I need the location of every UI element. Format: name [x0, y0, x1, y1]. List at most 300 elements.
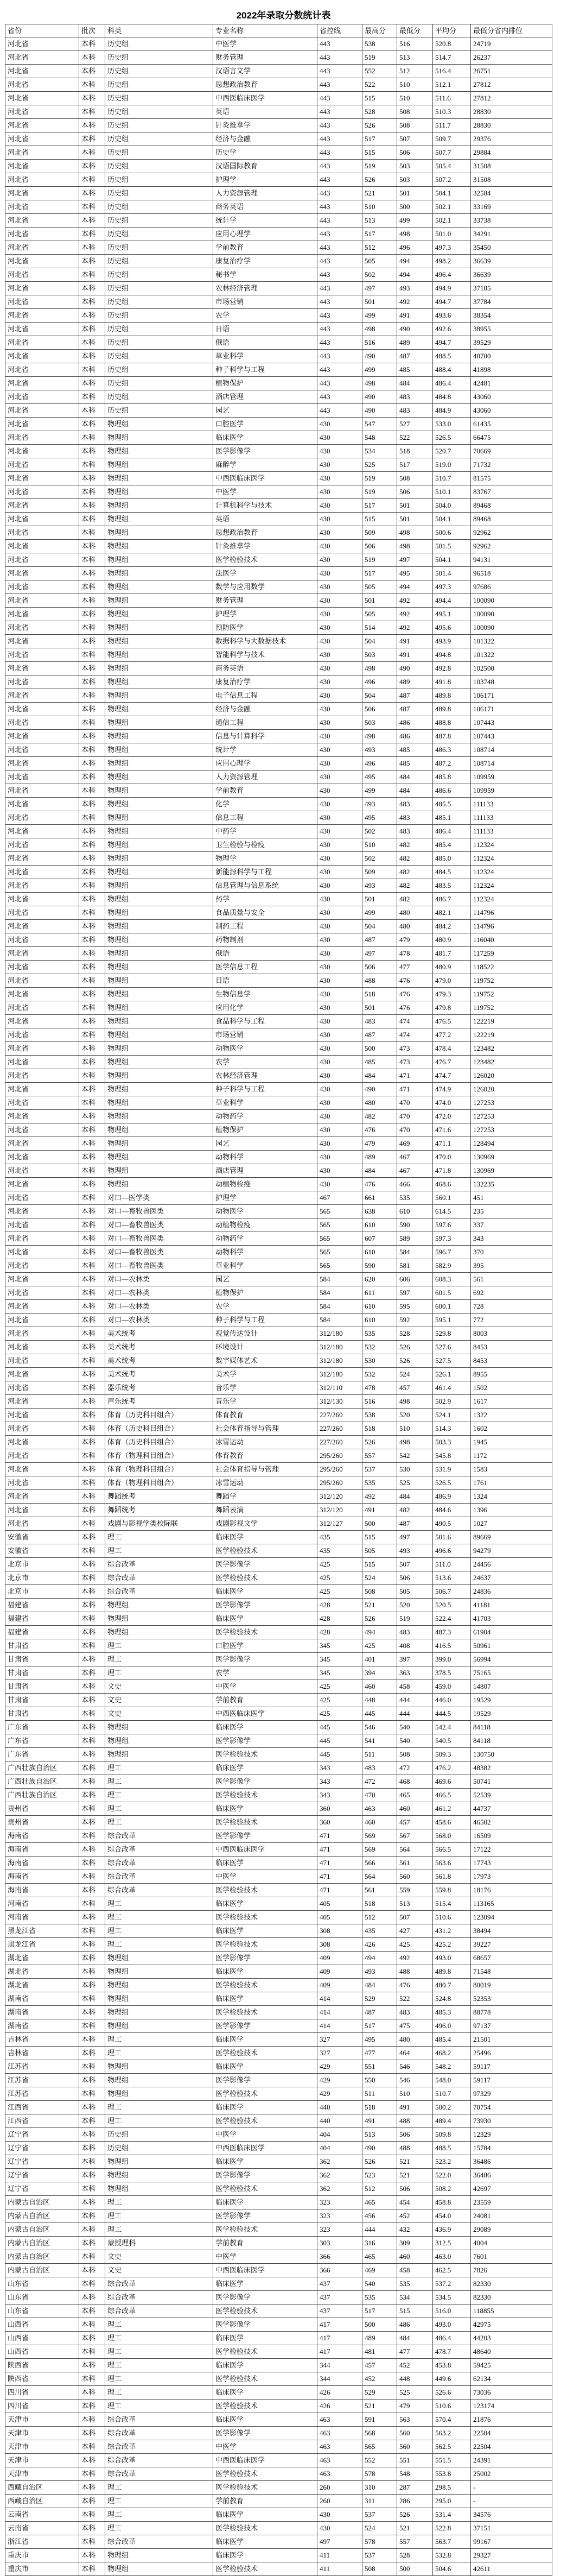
table-row: [5, 703, 552, 716]
cell-category: 物理组: [105, 2074, 213, 2087]
cell-province: 河北省: [5, 825, 79, 838]
cell-min-score: 506: [397, 2182, 433, 2196]
cell-category: 综合改革: [105, 2467, 213, 2481]
cell-min-score: 484: [397, 1490, 433, 1504]
cell-min-score: 551: [397, 2454, 433, 2467]
cell-avg-score: 489.8: [433, 1965, 471, 1979]
cell-min-score: 581: [397, 1259, 433, 1273]
cell-avg-score: 470.0: [433, 1151, 471, 1164]
cell-max-score: 501: [362, 1001, 397, 1015]
cell-control-line: 303: [317, 2237, 362, 2250]
cell-max-score: 548: [362, 431, 397, 445]
cell-batch: 本科: [79, 1205, 105, 1218]
cell-category: 体育（物理科目组合）: [105, 1476, 213, 1490]
cell-min-score: 363: [397, 1666, 433, 1680]
cell-major: 体育教育: [213, 1409, 317, 1422]
cell-category: 物理组: [105, 2155, 213, 2169]
cell-max-score: 505: [362, 608, 397, 621]
cell-batch: 本科: [79, 961, 105, 974]
cell-major: 农学: [213, 1300, 317, 1314]
cell-batch: 本科: [79, 513, 105, 526]
cell-avg-score: 597.3: [433, 1232, 471, 1246]
cell-min-score: 488: [397, 2142, 433, 2155]
cell-avg-score: 481.7: [433, 947, 471, 961]
cell-min-score-rank: 772: [471, 1314, 552, 1327]
table-row: [5, 1585, 552, 1599]
cell-control-line: 467: [317, 1191, 362, 1205]
cell-major: 人力资源管理: [213, 771, 317, 784]
cell-max-score: 578: [362, 2467, 397, 2481]
cell-avg-score: 504.1: [433, 513, 471, 526]
cell-control-line: 471: [317, 1870, 362, 1884]
table-row: [5, 2304, 552, 2318]
cell-max-score: 526: [362, 2155, 397, 2169]
cell-batch: 本科: [79, 1571, 105, 1585]
cell-avg-score: 522.8: [433, 2522, 471, 2535]
cell-min-score: 564: [397, 1843, 433, 1857]
cell-control-line: 414: [317, 2006, 362, 2019]
cell-province: 河北省: [5, 228, 79, 241]
cell-province: 河北省: [5, 1463, 79, 1476]
cell-control-line: 430: [317, 635, 362, 648]
cell-province: 河北省: [5, 78, 79, 92]
cell-max-score: 511: [362, 1748, 397, 1761]
cell-max-score: 537: [362, 2508, 397, 2522]
cell-batch: 本科: [79, 2155, 105, 2169]
cell-province: 河北省: [5, 1028, 79, 1042]
cell-category: 物理组: [105, 1110, 213, 1123]
cell-min-score: 480: [397, 2033, 433, 2047]
cell-min-score: 527: [397, 418, 433, 431]
cell-batch: 本科: [79, 2087, 105, 2101]
cell-avg-score: 485.8: [433, 771, 471, 784]
cell-min-score-rank: 43060: [471, 390, 552, 404]
cell-province: 甘肃省: [5, 1666, 79, 1680]
cell-avg-score: 446.0: [433, 1694, 471, 1707]
cell-avg-score: 522.0: [433, 2169, 471, 2182]
cell-batch: 本科: [79, 1816, 105, 1829]
cell-batch: 本科: [79, 2454, 105, 2467]
cell-batch: 本科: [79, 1015, 105, 1028]
cell-category: 综合改革: [105, 2427, 213, 2440]
cell-min-score: 503: [397, 173, 433, 187]
cell-max-score: 498: [362, 323, 397, 336]
cell-province: 河北省: [5, 608, 79, 621]
cell-province: 河北省: [5, 1191, 79, 1205]
cell-control-line: 426: [317, 2386, 362, 2400]
table-row: [5, 1069, 552, 1083]
cell-avg-score: 511.0: [433, 1558, 471, 1571]
table-row: [5, 2508, 552, 2522]
cell-category: 历史组: [105, 377, 213, 390]
cell-min-score: 471: [397, 1069, 433, 1083]
cell-min-score-rank: 119752: [471, 974, 552, 988]
cell-control-line: 430: [317, 1042, 362, 1056]
cell-min-score: 287: [397, 2481, 433, 2495]
table-row: [5, 1056, 552, 1069]
table-row: [5, 1422, 552, 1436]
table-row: [5, 1924, 552, 1938]
cell-category: 历史组: [105, 363, 213, 377]
cell-category: 物理组: [105, 1028, 213, 1042]
cell-batch: 本科: [79, 1368, 105, 1381]
cell-max-score: 490: [362, 2142, 397, 2155]
cell-max-score: 517: [362, 2019, 397, 2033]
cell-major: 临床医学: [213, 2033, 317, 2047]
cell-control-line: 584: [317, 1286, 362, 1300]
cell-min-score-rank: 128494: [471, 1137, 552, 1151]
cell-batch: 本科: [79, 1857, 105, 1870]
cell-category: 理工: [105, 1924, 213, 1938]
cell-control-line: 443: [317, 390, 362, 404]
cell-province: 河北省: [5, 716, 79, 730]
cell-province: 河北省: [5, 1137, 79, 1151]
cell-batch: 本科: [79, 2264, 105, 2277]
cell-avg-score: 500.2: [433, 2101, 471, 2114]
cell-avg-score: 510.6: [433, 2400, 471, 2413]
cell-major: 卫生检验与检疫: [213, 838, 317, 852]
cell-major: 舞蹈表演: [213, 1504, 317, 1517]
table-row: [5, 513, 552, 526]
cell-batch: 本科: [79, 1748, 105, 1761]
table-row: [5, 920, 552, 933]
cell-major: 医学影像学: [213, 1734, 317, 1748]
cell-control-line: 565: [317, 1218, 362, 1232]
cell-max-score: 519: [362, 553, 397, 567]
cell-control-line: 443: [317, 146, 362, 160]
cell-control-line: 426: [317, 2400, 362, 2413]
cell-avg-score: 312.5: [433, 2237, 471, 2250]
cell-min-score-rank: 117259: [471, 947, 552, 961]
table-row: [5, 553, 552, 567]
cell-batch: 本科: [79, 2495, 105, 2508]
cell-major: 医学检验技术: [213, 1884, 317, 1897]
cell-control-line: 430: [317, 1123, 362, 1137]
cell-category: 理工: [105, 2047, 213, 2060]
cell-batch: 本科: [79, 621, 105, 635]
cell-batch: 本科: [79, 51, 105, 65]
cell-max-score: 494: [362, 1626, 397, 1639]
cell-control-line: 429: [317, 2087, 362, 2101]
cell-max-score: 497: [362, 947, 397, 961]
cell-major: 医学检验技术: [213, 1748, 317, 1761]
cell-category: 历史组: [105, 350, 213, 363]
cell-batch: 本科: [79, 350, 105, 363]
cell-min-score-rank: 84118: [471, 1734, 552, 1748]
table-row: [5, 662, 552, 675]
table-row: [5, 1599, 552, 1612]
cell-min-score: 485: [397, 363, 433, 377]
cell-control-line: 425: [317, 1707, 362, 1721]
cell-major: 市场营销: [213, 295, 317, 309]
table-row: [5, 78, 552, 92]
cell-province: 河北省: [5, 961, 79, 974]
cell-province: 辽宁省: [5, 2182, 79, 2196]
cell-major: 植物保护: [213, 377, 317, 390]
table-row: [5, 1653, 552, 1666]
cell-max-score: 484: [362, 1164, 397, 1178]
cell-min-score-rank: 38354: [471, 309, 552, 323]
cell-major: 法医学: [213, 567, 317, 580]
cell-control-line: 445: [317, 1748, 362, 1761]
cell-max-score: 569: [362, 1843, 397, 1857]
cell-major: 临床医学: [213, 1924, 317, 1938]
table-row: [5, 1748, 552, 1761]
cell-control-line: 430: [317, 1069, 362, 1083]
table-row: [5, 282, 552, 295]
cell-major: 农学: [213, 1056, 317, 1069]
cell-batch: 本科: [79, 1463, 105, 1476]
cell-min-score-rank: 337: [471, 1218, 552, 1232]
cell-major: 医学影像学: [213, 2019, 317, 2033]
cell-min-score: 540: [397, 1734, 433, 1748]
cell-batch: 本科: [79, 1490, 105, 1504]
cell-max-score: 465: [362, 2250, 397, 2264]
cell-category: 物理组: [105, 1151, 213, 1164]
cell-control-line: 425: [317, 1558, 362, 1571]
cell-control-line: 437: [317, 2291, 362, 2304]
cell-avg-score: 493.6: [433, 309, 471, 323]
cell-min-score: 482: [397, 1504, 433, 1517]
cell-min-score-rank: 32584: [471, 187, 552, 200]
cell-control-line: 414: [317, 2019, 362, 2033]
table-row: [5, 1395, 552, 1409]
cell-batch: 本科: [79, 1286, 105, 1300]
cell-max-score: 493: [362, 1965, 397, 1979]
cell-batch: 本科: [79, 838, 105, 852]
cell-min-score: 519: [397, 1612, 433, 1626]
cell-category: 物理组: [105, 553, 213, 567]
cell-min-score: 470: [397, 1096, 433, 1110]
cell-max-score: 516: [362, 336, 397, 350]
cell-max-score: 497: [362, 282, 397, 295]
cell-batch: 本科: [79, 798, 105, 811]
cell-avg-score: 568.0: [433, 1829, 471, 1843]
table-row: [5, 838, 552, 852]
cell-min-score-rank: 728: [471, 1300, 552, 1314]
cell-min-score-rank: 38494: [471, 1924, 552, 1938]
cell-control-line: 430: [317, 1096, 362, 1110]
cell-major: 医学检验技术: [213, 1938, 317, 1952]
cell-min-score: 589: [397, 1232, 433, 1246]
cell-category: 物理组: [105, 743, 213, 757]
cell-min-score-rank: 99167: [471, 2535, 552, 2549]
cell-major: 学前教育: [213, 2495, 317, 2508]
cell-min-score: 515: [397, 2304, 433, 2318]
table-row: [5, 580, 552, 594]
cell-category: 物理组: [105, 526, 213, 540]
cell-batch: 本科: [79, 1096, 105, 1110]
table-row: [5, 418, 552, 431]
cell-control-line: 430: [317, 1110, 362, 1123]
table-row: [5, 1517, 552, 1531]
cell-province: 河南省: [5, 1897, 79, 1911]
table-row: [5, 2427, 552, 2440]
cell-control-line: 463: [317, 2413, 362, 2427]
cell-control-line: 430: [317, 825, 362, 838]
cell-major: 数学与应用数学: [213, 580, 317, 594]
cell-major: 统计学: [213, 214, 317, 228]
table-row: [5, 1504, 552, 1517]
cell-min-score-rank: 92962: [471, 540, 552, 553]
cell-max-score: 504: [362, 689, 397, 703]
cell-avg-score: 504.1: [433, 187, 471, 200]
cell-control-line: 443: [317, 132, 362, 146]
cell-min-score: 476: [397, 1979, 433, 1992]
cell-min-score-rank: 33738: [471, 214, 552, 228]
table-row: [5, 228, 552, 241]
cell-batch: 本科: [79, 1599, 105, 1612]
cell-control-line: 430: [317, 1137, 362, 1151]
cell-control-line: 443: [317, 228, 362, 241]
cell-major: 经济与金融: [213, 132, 317, 146]
cell-major: 商务英语: [213, 200, 317, 214]
cell-min-score-rank: 41703: [471, 1612, 552, 1626]
table-row: [5, 295, 552, 309]
cell-min-score-rank: 109959: [471, 784, 552, 798]
cell-batch: 本科: [79, 2508, 105, 2522]
cell-major: 电子信息工程: [213, 689, 317, 703]
table-row: [5, 1626, 552, 1639]
cell-major: 临床医学: [213, 2101, 317, 2114]
cell-category: 理工: [105, 2196, 213, 2209]
cell-province: 河北省: [5, 418, 79, 431]
cell-min-score-rank: 37784: [471, 295, 552, 309]
cell-category: 物理组: [105, 1952, 213, 1965]
cell-avg-score: 489.8: [433, 703, 471, 716]
table-row: [5, 119, 552, 132]
cell-province: 河南省: [5, 1911, 79, 1924]
cell-province: 河北省: [5, 472, 79, 485]
cell-province: 吉林省: [5, 2033, 79, 2047]
cell-max-score: 477: [362, 2047, 397, 2060]
cell-control-line: 343: [317, 1775, 362, 1789]
cell-min-score: 546: [397, 2074, 433, 2087]
cell-category: 理工: [105, 2033, 213, 2047]
cell-control-line: 443: [317, 404, 362, 418]
cell-min-score-rank: 37185: [471, 282, 552, 295]
cell-avg-score: 512.1: [433, 78, 471, 92]
cell-control-line: 430: [317, 2522, 362, 2535]
cell-batch: 本科: [79, 2196, 105, 2209]
cell-province: 河北省: [5, 363, 79, 377]
cell-major: 医学检验技术: [213, 2047, 317, 2060]
cell-max-score: 448: [362, 1694, 397, 1707]
cell-max-score: 530: [362, 1354, 397, 1368]
cell-batch: 本科: [79, 1083, 105, 1096]
cell-major: 英语: [213, 513, 317, 526]
table-row: [5, 2481, 552, 2495]
cell-category: 物理组: [105, 1178, 213, 1191]
table-row: [5, 757, 552, 771]
cell-major: 医学信息工程: [213, 961, 317, 974]
cell-min-score: 494: [397, 580, 433, 594]
cell-province: 河北省: [5, 553, 79, 567]
cell-category: 物理组: [105, 2087, 213, 2101]
cell-major: 中西医临床医学: [213, 2454, 317, 2467]
cell-max-score: 498: [362, 730, 397, 743]
cell-category: 美术统考: [105, 1368, 213, 1381]
cell-batch: 本科: [79, 811, 105, 825]
cell-major: 动物药学: [213, 1110, 317, 1123]
cell-major: 动物科学: [213, 1246, 317, 1259]
cell-max-score: 547: [362, 418, 397, 431]
cell-batch: 本科: [79, 445, 105, 458]
table-row: [5, 1327, 552, 1341]
cell-min-score-rank: 89468: [471, 499, 552, 513]
cell-max-score: 445: [362, 1707, 397, 1721]
cell-max-score: 498: [362, 662, 397, 675]
cell-control-line: 312/180: [317, 1341, 362, 1354]
cell-category: 理工: [105, 1802, 213, 1816]
cell-category: 物理组: [105, 784, 213, 798]
table-row: [5, 1680, 552, 1694]
cell-batch: 本科: [79, 879, 105, 893]
cell-min-score-rank: 18176: [471, 1884, 552, 1897]
cell-max-score: 493: [362, 743, 397, 757]
cell-max-score: 522: [362, 78, 397, 92]
cell-avg-score: 563.6: [433, 1857, 471, 1870]
cell-min-score-rank: 112324: [471, 893, 552, 906]
cell-major: 农林经济管理: [213, 1069, 317, 1083]
cell-avg-score: 516.0: [433, 2304, 471, 2318]
table-row: [5, 2019, 552, 2033]
cell-avg-score: 485.4: [433, 838, 471, 852]
cell-max-score: 526: [362, 1436, 397, 1449]
column-header-category: 科类: [105, 24, 213, 37]
cell-min-score: 482: [397, 893, 433, 906]
cell-control-line: 323: [317, 2196, 362, 2209]
cell-category: 物理组: [105, 988, 213, 1001]
table-row: [5, 1463, 552, 1476]
cell-batch: 本科: [79, 214, 105, 228]
cell-category: 历史组: [105, 160, 213, 173]
cell-min-score: 492: [397, 1952, 433, 1965]
cell-min-score-rank: 40700: [471, 350, 552, 363]
cell-min-score: 535: [397, 2277, 433, 2291]
cell-province: 河北省: [5, 241, 79, 255]
cell-category: 物理组: [105, 445, 213, 458]
cell-min-score-rank: 103748: [471, 675, 552, 689]
cell-avg-score: 478.7: [433, 2345, 471, 2359]
cell-avg-score: 600.1: [433, 1300, 471, 1314]
cell-batch: 本科: [79, 390, 105, 404]
cell-batch: 本科: [79, 37, 105, 51]
cell-province: 河北省: [5, 499, 79, 513]
cell-batch: 本科: [79, 1965, 105, 1979]
cell-category: 历史组: [105, 214, 213, 228]
cell-province: 河北省: [5, 838, 79, 852]
cell-max-score: 506: [362, 703, 397, 716]
cell-max-score: 620: [362, 1273, 397, 1286]
cell-avg-score: 542.4: [433, 1721, 471, 1734]
cell-min-score: 474: [397, 1028, 433, 1042]
cell-min-score-rank: 27812: [471, 78, 552, 92]
cell-min-score: 492: [397, 608, 433, 621]
cell-max-score: 425: [362, 1639, 397, 1653]
cell-batch: 本科: [79, 323, 105, 336]
cell-max-score: 505: [362, 1544, 397, 1558]
cell-min-score: 506: [397, 146, 433, 160]
cell-avg-score: 399.0: [433, 1653, 471, 1666]
cell-min-score-rank: 116040: [471, 933, 552, 947]
table-row: [5, 458, 552, 472]
cell-min-score: 508: [397, 105, 433, 119]
cell-min-score: 498: [397, 1395, 433, 1409]
cell-control-line: 430: [317, 1056, 362, 1069]
cell-min-score: 483: [397, 404, 433, 418]
cell-province: 河北省: [5, 635, 79, 648]
